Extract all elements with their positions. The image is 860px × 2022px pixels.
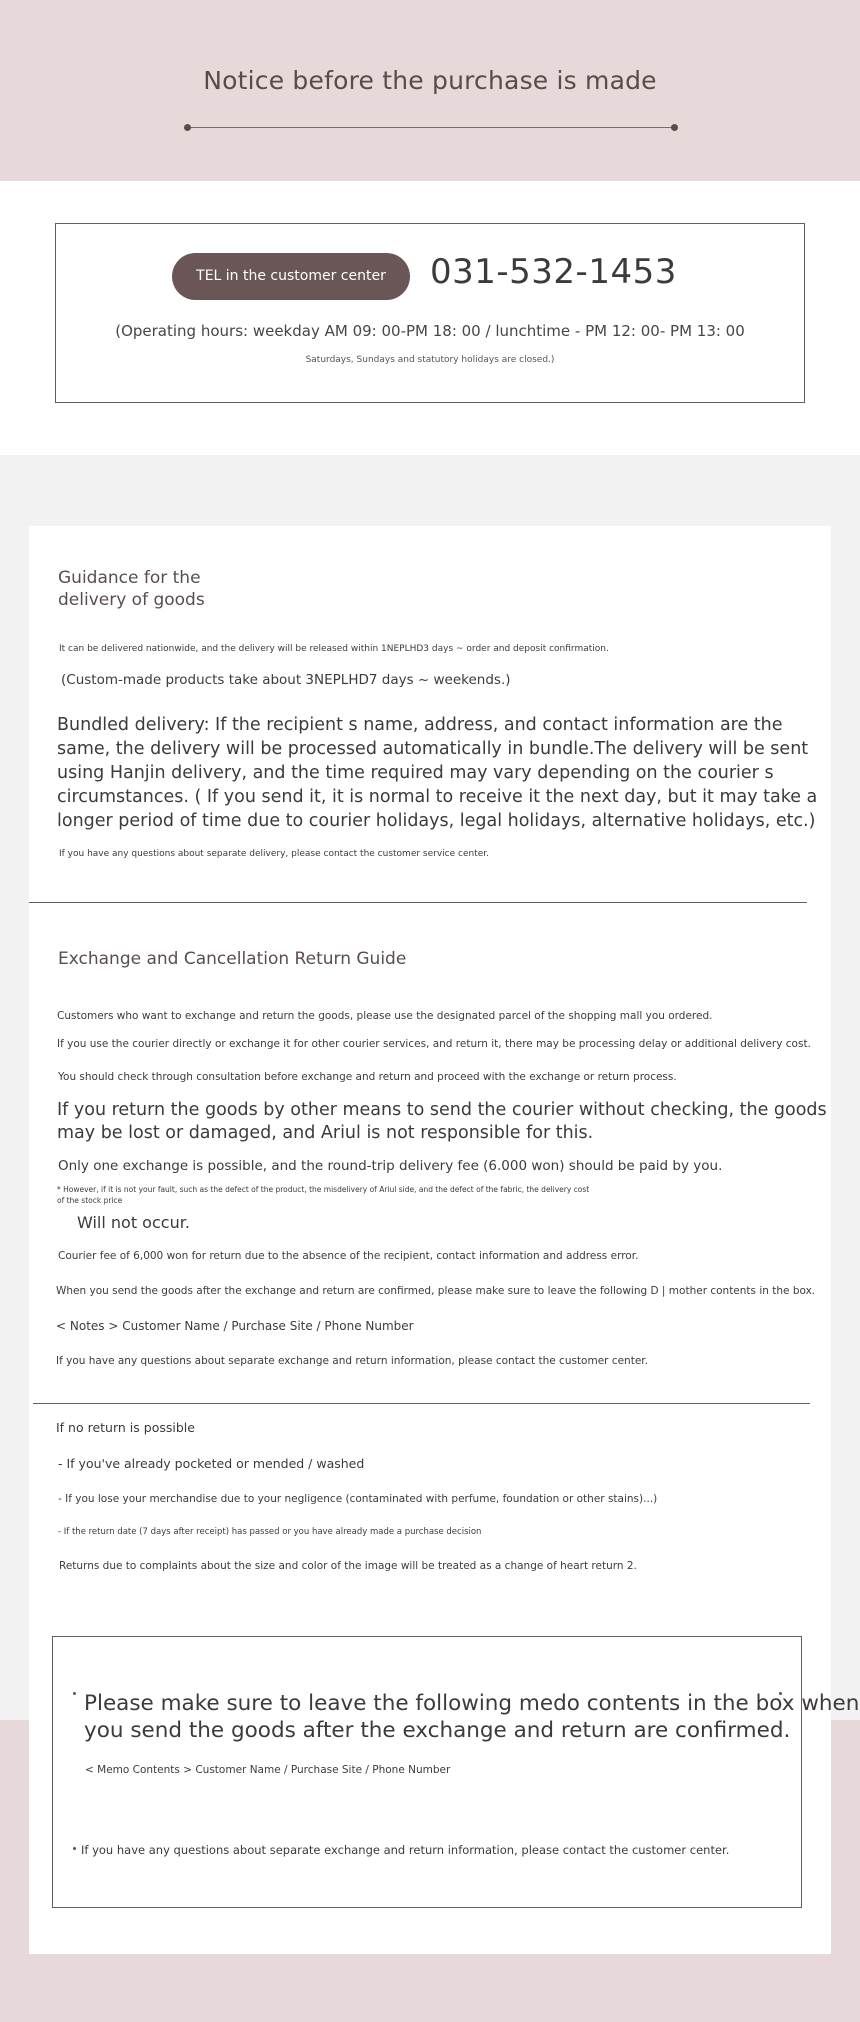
delivery-title-line1: Guidance for the (58, 568, 201, 588)
memo-questions: If you have any questions about separate exchange and return information, please contact the customer center. (81, 1843, 730, 1857)
tel-customer-center-badge: TEL in the customer center (172, 253, 410, 300)
exchange-however-line2: of the stock price (57, 1196, 123, 1205)
divider-dot-left (184, 124, 191, 131)
exchange-title: Exchange and Cancellation Return Guide (58, 949, 407, 969)
delivery-nationwide: It can be delivered nationwide, and the delivery will be released within 1NEPLHD3 days ~ order and deposit confirmation. (59, 644, 609, 654)
bundled-delivery-line4: circumstances. ( If you send it, it is normal to receive it the next day, but it may take a (57, 787, 818, 807)
memo-bullet (73, 1692, 76, 1695)
no-return-item1: - If you've already pocketed or mended / washed (58, 1456, 365, 1471)
page-title: Notice before the purchase is made (203, 66, 657, 95)
header-divider (189, 127, 675, 128)
closed-days-note: Saturdays, Sundays and statutory holidays are closed.) (305, 355, 555, 365)
bundled-delivery-line2: same, the delivery will be processed automatically in bundle.The delivery will be sent (57, 739, 809, 759)
no-return-item3: - If the return date (7 days after receipt) has passed or you have already made a purchase decision (58, 1527, 482, 1537)
exchange-courier-fee: Courier fee of 6,000 won for return due to the absence of the recipient, contact information and address error. (58, 1250, 639, 1262)
delivery-title-line2: delivery of goods (58, 590, 205, 610)
operating-hours: (Operating hours: weekday AM 09: 00-PM 18: 00 / lunchtime - PM 12: 00- PM 13: 00 (115, 322, 745, 340)
bundled-delivery-line3: using Hanjin delivery, and the time required may vary depending on the courier s (57, 763, 774, 783)
exchange-only-one: Only one exchange is possible, and the round-trip delivery fee (6.000 won) should be paid by you. (58, 1158, 723, 1174)
section-divider (33, 1403, 810, 1404)
memo-contents: < Memo Contents > Customer Name / Purchase Site / Phone Number (85, 1764, 451, 1776)
bundled-delivery-line5: longer period of time due to courier holidays, legal holidays, alternative holidays, etc.) (57, 811, 816, 831)
exchange-will-not-occur: Will not occur. (77, 1213, 190, 1232)
bundled-delivery-line1: Bundled delivery: If the recipient s name, address, and contact information are the (57, 715, 783, 735)
no-return-title: If no return is possible (56, 1420, 195, 1435)
delivery-custom-made: (Custom-made products take about 3NEPLHD7 days ~ weekends.) (61, 672, 511, 688)
no-return-size-color: Returns due to complaints about the size and color of the image will be treated as a change of heart return 2. (59, 1560, 637, 1572)
exchange-courier-directly: If you use the courier directly or exchange it for other courier services, and return it, there may be processing delay or additional delivery cost. (57, 1038, 811, 1050)
contact-box (55, 223, 805, 403)
exchange-leave-contents: When you send the goods after the exchange and return are confirmed, please make sure to leave the following D | mother contents in the box. (56, 1285, 816, 1297)
memo-bullet (73, 1847, 76, 1850)
memo-line2: you send the goods after the exchange and return are confirmed. (84, 1718, 791, 1743)
exchange-questions: If you have any questions about separate exchange and return information, please contact the customer center. (56, 1355, 648, 1367)
no-return-item2: - If you lose your merchandise due to your negligence (contaminated with perfume, foundation or other stains)...) (58, 1493, 658, 1505)
delivery-questions: If you have any questions about separate delivery, please contact the customer service center. (59, 849, 490, 859)
divider-dot-right (671, 124, 678, 131)
section-divider (29, 902, 807, 903)
phone-number[interactable]: 031-532-1453 (430, 252, 677, 292)
exchange-designated-parcel: Customers who want to exchange and return the goods, please use the designated parcel of the shopping mall you ordered. (57, 1010, 713, 1022)
exchange-other-means-line1: If you return the goods by other means to send the courier without checking, the goods (57, 1100, 827, 1120)
exchange-notes: < Notes > Customer Name / Purchase Site / Phone Number (56, 1319, 414, 1333)
exchange-consultation: You should check through consultation before exchange and return and proceed with the exchange or return process. (58, 1071, 677, 1083)
exchange-however-line1: * However, if it is not your fault, such as the defect of the product, the misdelivery of Ariul side, and the defect of the fabric, the delivery cost (57, 1185, 590, 1194)
exchange-other-means-line2: may be lost or damaged, and Ariul is not responsible for this. (57, 1123, 594, 1143)
memo-line1: Please make sure to leave the following medo contents in the box when (84, 1691, 860, 1716)
